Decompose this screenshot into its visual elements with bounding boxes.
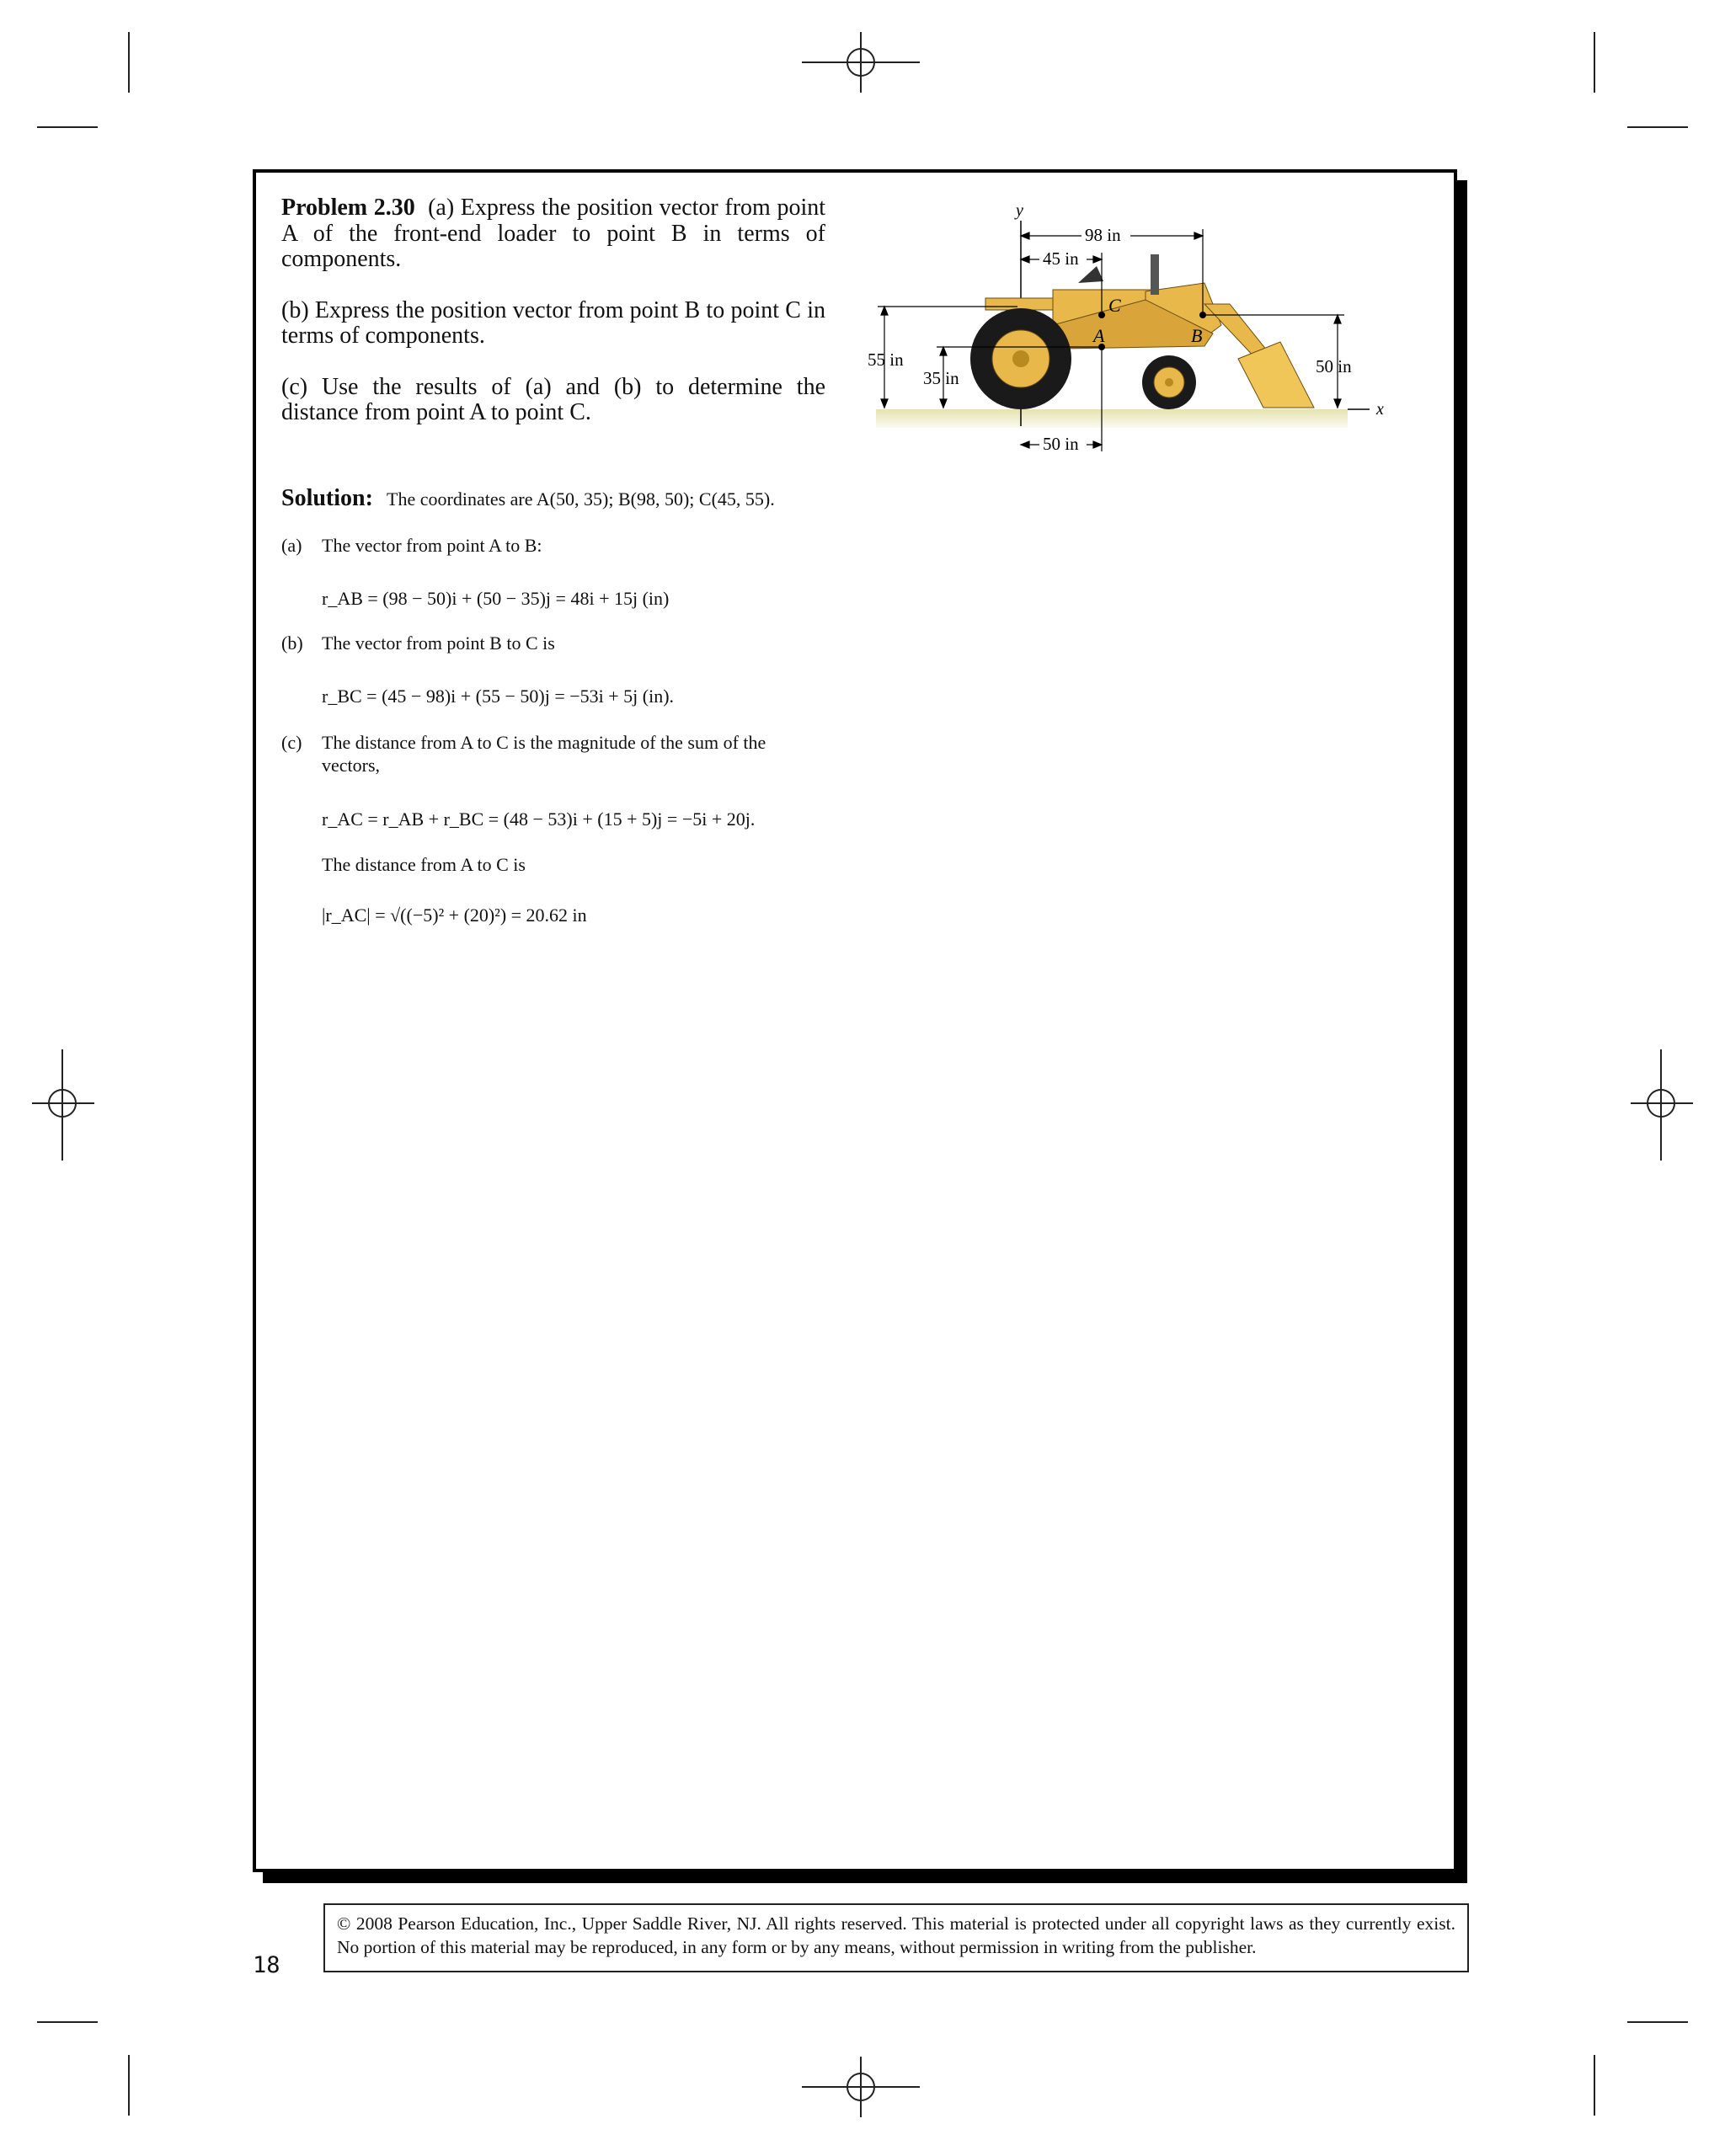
dim-35: 35 in <box>923 368 959 388</box>
equation-r-ac: r_AC = r_AB + r_BC = (48 − 53)i + (15 + 5)j = −5i + 20j. <box>322 808 756 830</box>
dim-45: 45 in <box>1043 248 1079 269</box>
equation-r-bc: r_BC = (45 − 98)i + (55 − 50)j = −53i + 5j (in). <box>322 686 675 707</box>
part-c-distance-text: The distance from A to C is <box>322 854 526 875</box>
solution-intro <box>281 487 775 511</box>
page-number: 18 <box>253 1952 280 1978</box>
dim-50-right: 50 in <box>1316 356 1352 376</box>
problem-label: Problem 2.30 <box>281 195 415 221</box>
problem-part-c: (c) Use the results of (a) and (b) to determine the distance from point A to point C. <box>281 373 825 425</box>
point-c-dot <box>1098 312 1105 318</box>
copyright-notice: © 2008 Pearson Education, Inc., Upper Saddle River, NJ. All rights reserved. This material is protected under all copyright laws as they currently exist. No portion of this material may be reproduced, in any form or by any means, without permission in writing from the publisher. <box>323 1903 1469 1972</box>
equation-magnitude: |r_AC| = √((−5)² + (20)²) = 20.62 in <box>322 905 587 926</box>
problem-part-a: (a) Express the position vector from point A of the front-end loader to point B in terms of components. <box>281 195 825 272</box>
dim-50-bottom: 50 in <box>1043 434 1079 454</box>
equation-r-ab: r_AB = (98 − 50)i + (50 − 35)j = 48i + 15j (in) <box>322 588 670 609</box>
point-b-label: B <box>1191 325 1203 346</box>
problem-part-b: (b) Express the position vector from point B to point C in terms of components. <box>281 296 825 349</box>
dim-55: 55 in <box>868 350 904 370</box>
point-c-label: C <box>1108 295 1121 316</box>
x-axis-label: x <box>1376 400 1384 419</box>
problem-statement <box>281 195 825 451</box>
dim-98: 98 in <box>1085 225 1121 245</box>
ground <box>876 409 1348 428</box>
solution-heading: Solution: <box>281 485 373 511</box>
front-wheel <box>1142 355 1196 409</box>
part-c-text-continued: vectors, <box>322 755 381 776</box>
point-a-label: A <box>1093 325 1105 346</box>
solution-coordinates: The coordinates are A(50, 35); B(98, 50); C(45, 55). <box>387 488 775 510</box>
y-axis-label: y <box>1016 201 1023 220</box>
rear-wheel <box>970 308 1071 409</box>
loader-figure <box>868 199 1407 468</box>
